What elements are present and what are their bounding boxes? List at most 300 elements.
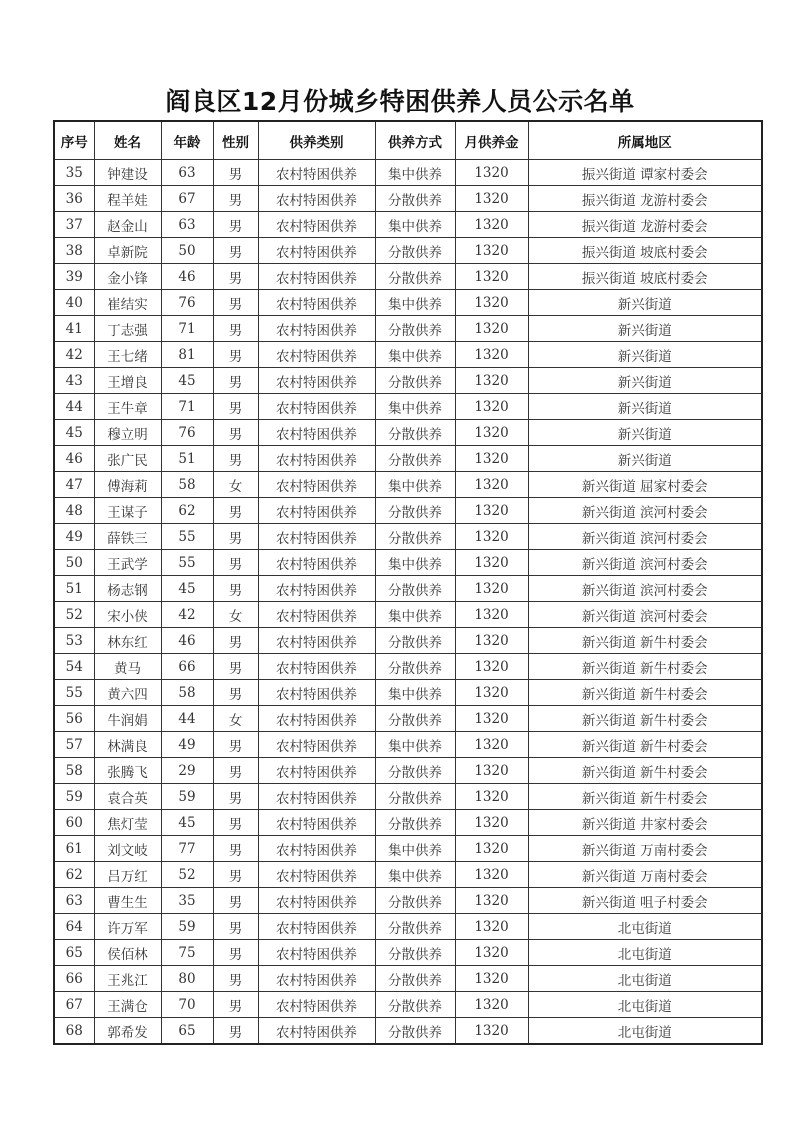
cell-region: 北屯街道 <box>528 992 762 1018</box>
cell-index: 51 <box>54 576 94 602</box>
cell-name: 杨志钢 <box>94 576 161 602</box>
cell-index: 56 <box>54 706 94 732</box>
cell-age: 76 <box>161 290 213 316</box>
cell-name: 许万军 <box>94 914 161 940</box>
table-row <box>54 550 762 576</box>
cell-support-mode: 分散供养 <box>375 914 455 940</box>
cell-support-category: 农村特困供养 <box>258 914 375 940</box>
cell-gender: 女 <box>213 706 258 732</box>
cell-region: 新兴街道 滨河村委会 <box>528 524 762 550</box>
cell-support-mode: 分散供养 <box>375 758 455 784</box>
cell-monthly-allowance: 1320 <box>455 966 528 992</box>
cell-gender: 男 <box>213 368 258 394</box>
cell-index: 43 <box>54 368 94 394</box>
table-row <box>54 446 762 472</box>
cell-name: 薛铁三 <box>94 524 161 550</box>
cell-monthly-allowance: 1320 <box>455 394 528 420</box>
cell-gender: 男 <box>213 238 258 264</box>
table-row <box>54 576 762 602</box>
cell-index: 39 <box>54 264 94 290</box>
header-age: 年龄 <box>161 121 213 160</box>
cell-index: 42 <box>54 342 94 368</box>
cell-gender: 男 <box>213 264 258 290</box>
cell-region: 新兴街道 新牛村委会 <box>528 784 762 810</box>
cell-monthly-allowance: 1320 <box>455 862 528 888</box>
cell-support-mode: 分散供养 <box>375 888 455 914</box>
header-gender: 性别 <box>213 121 258 160</box>
cell-support-category: 农村特困供养 <box>258 966 375 992</box>
table-row <box>54 732 762 758</box>
cell-age: 70 <box>161 992 213 1018</box>
cell-support-mode: 集中供养 <box>375 732 455 758</box>
cell-support-mode: 分散供养 <box>375 446 455 472</box>
cell-support-mode: 分散供养 <box>375 784 455 810</box>
cell-index: 48 <box>54 498 94 524</box>
cell-region: 北屯街道 <box>528 966 762 992</box>
cell-index: 53 <box>54 628 94 654</box>
cell-support-mode: 集中供养 <box>375 212 455 238</box>
cell-age: 77 <box>161 836 213 862</box>
cell-name: 林满良 <box>94 732 161 758</box>
cell-support-category: 农村特困供养 <box>258 628 375 654</box>
cell-support-mode: 分散供养 <box>375 316 455 342</box>
cell-support-category: 农村特困供养 <box>258 888 375 914</box>
cell-support-mode: 分散供养 <box>375 966 455 992</box>
cell-monthly-allowance: 1320 <box>455 1018 528 1045</box>
cell-monthly-allowance: 1320 <box>455 238 528 264</box>
cell-support-category: 农村特困供养 <box>258 316 375 342</box>
table-row <box>54 810 762 836</box>
cell-age: 45 <box>161 576 213 602</box>
table-row <box>54 628 762 654</box>
cell-support-mode: 分散供养 <box>375 420 455 446</box>
cell-support-mode: 分散供养 <box>375 1018 455 1045</box>
cell-index: 40 <box>54 290 94 316</box>
cell-support-category: 农村特困供养 <box>258 290 375 316</box>
cell-region: 新兴街道 滨河村委会 <box>528 602 762 628</box>
cell-index: 47 <box>54 472 94 498</box>
cell-gender: 男 <box>213 498 258 524</box>
header-monthly-allowance: 月供养金 <box>455 121 528 160</box>
cell-age: 80 <box>161 966 213 992</box>
cell-monthly-allowance: 1320 <box>455 784 528 810</box>
cell-name: 钟建设 <box>94 160 161 186</box>
cell-monthly-allowance: 1320 <box>455 290 528 316</box>
table-row <box>54 342 762 368</box>
cell-index: 62 <box>54 862 94 888</box>
cell-support-mode: 集中供养 <box>375 836 455 862</box>
cell-monthly-allowance: 1320 <box>455 914 528 940</box>
cell-age: 63 <box>161 212 213 238</box>
cell-support-mode: 分散供养 <box>375 368 455 394</box>
cell-monthly-allowance: 1320 <box>455 758 528 784</box>
cell-gender: 女 <box>213 472 258 498</box>
cell-support-mode: 分散供养 <box>375 940 455 966</box>
cell-age: 44 <box>161 706 213 732</box>
cell-monthly-allowance: 1320 <box>455 602 528 628</box>
cell-monthly-allowance: 1320 <box>455 940 528 966</box>
cell-gender: 男 <box>213 628 258 654</box>
table-row <box>54 966 762 992</box>
table-row <box>54 888 762 914</box>
cell-support-category: 农村特困供养 <box>258 602 375 628</box>
table-row <box>54 290 762 316</box>
cell-gender: 男 <box>213 732 258 758</box>
cell-support-mode: 分散供养 <box>375 524 455 550</box>
cell-age: 29 <box>161 758 213 784</box>
cell-index: 64 <box>54 914 94 940</box>
table-row <box>54 160 762 186</box>
cell-age: 58 <box>161 472 213 498</box>
cell-age: 81 <box>161 342 213 368</box>
cell-support-mode: 分散供养 <box>375 706 455 732</box>
cell-region: 新兴街道 万南村委会 <box>528 836 762 862</box>
cell-monthly-allowance: 1320 <box>455 732 528 758</box>
table-row <box>54 264 762 290</box>
header-support-category: 供养类别 <box>258 121 375 160</box>
cell-gender: 男 <box>213 160 258 186</box>
cell-gender: 男 <box>213 940 258 966</box>
cell-region: 振兴街道 坡底村委会 <box>528 264 762 290</box>
cell-name: 刘文岐 <box>94 836 161 862</box>
cell-index: 63 <box>54 888 94 914</box>
cell-support-category: 农村特困供养 <box>258 524 375 550</box>
cell-region: 新兴街道 <box>528 368 762 394</box>
cell-gender: 男 <box>213 680 258 706</box>
cell-support-mode: 集中供养 <box>375 680 455 706</box>
cell-support-mode: 集中供养 <box>375 472 455 498</box>
cell-monthly-allowance: 1320 <box>455 316 528 342</box>
cell-name: 金小锋 <box>94 264 161 290</box>
cell-index: 41 <box>54 316 94 342</box>
cell-age: 49 <box>161 732 213 758</box>
cell-index: 38 <box>54 238 94 264</box>
cell-gender: 男 <box>213 576 258 602</box>
cell-name: 黄马 <box>94 654 161 680</box>
cell-region: 新兴街道 新牛村委会 <box>528 628 762 654</box>
cell-monthly-allowance: 1320 <box>455 264 528 290</box>
cell-age: 75 <box>161 940 213 966</box>
cell-index: 49 <box>54 524 94 550</box>
cell-support-mode: 分散供养 <box>375 264 455 290</box>
cell-support-category: 农村特困供养 <box>258 680 375 706</box>
table-row <box>54 706 762 732</box>
cell-name: 张腾飞 <box>94 758 161 784</box>
cell-region: 新兴街道 <box>528 394 762 420</box>
cell-gender: 男 <box>213 524 258 550</box>
cell-index: 46 <box>54 446 94 472</box>
cell-gender: 男 <box>213 394 258 420</box>
document-title: 阎良区12月份城乡特困供养人员公示名单 <box>165 87 635 116</box>
cell-region: 新兴街道 屈家村委会 <box>528 472 762 498</box>
cell-name: 曹生生 <box>94 888 161 914</box>
cell-support-category: 农村特困供养 <box>258 576 375 602</box>
cell-gender: 男 <box>213 862 258 888</box>
cell-name: 焦灯莹 <box>94 810 161 836</box>
cell-support-category: 农村特困供养 <box>258 264 375 290</box>
cell-index: 36 <box>54 186 94 212</box>
cell-index: 59 <box>54 784 94 810</box>
header-index: 序号 <box>54 121 94 160</box>
cell-support-category: 农村特困供养 <box>258 238 375 264</box>
cell-support-mode: 分散供养 <box>375 628 455 654</box>
table-row <box>54 680 762 706</box>
cell-monthly-allowance: 1320 <box>455 498 528 524</box>
table-row <box>54 238 762 264</box>
cell-region: 振兴街道 龙游村委会 <box>528 212 762 238</box>
cell-age: 59 <box>161 784 213 810</box>
cell-name: 穆立明 <box>94 420 161 446</box>
cell-index: 35 <box>54 160 94 186</box>
cell-support-category: 农村特困供养 <box>258 784 375 810</box>
cell-age: 42 <box>161 602 213 628</box>
cell-support-category: 农村特困供养 <box>258 654 375 680</box>
cell-monthly-allowance: 1320 <box>455 420 528 446</box>
cell-age: 66 <box>161 654 213 680</box>
cell-support-category: 农村特困供养 <box>258 420 375 446</box>
cell-monthly-allowance: 1320 <box>455 550 528 576</box>
cell-age: 67 <box>161 186 213 212</box>
cell-support-mode: 分散供养 <box>375 576 455 602</box>
cell-age: 62 <box>161 498 213 524</box>
cell-support-category: 农村特困供养 <box>258 186 375 212</box>
cell-monthly-allowance: 1320 <box>455 576 528 602</box>
cell-name: 王兆江 <box>94 966 161 992</box>
cell-age: 50 <box>161 238 213 264</box>
table-row <box>54 758 762 784</box>
cell-region: 振兴街道 龙游村委会 <box>528 186 762 212</box>
cell-region: 新兴街道 新牛村委会 <box>528 732 762 758</box>
cell-age: 59 <box>161 914 213 940</box>
cell-name: 赵金山 <box>94 212 161 238</box>
cell-region: 新兴街道 新牛村委会 <box>528 758 762 784</box>
cell-support-category: 农村特困供养 <box>258 368 375 394</box>
cell-region: 新兴街道 新牛村委会 <box>528 680 762 706</box>
cell-age: 55 <box>161 524 213 550</box>
cell-name: 张广民 <box>94 446 161 472</box>
cell-monthly-allowance: 1320 <box>455 212 528 238</box>
table-row <box>54 836 762 862</box>
cell-support-mode: 集中供养 <box>375 290 455 316</box>
cell-support-mode: 分散供养 <box>375 186 455 212</box>
cell-monthly-allowance: 1320 <box>455 654 528 680</box>
table-row <box>54 368 762 394</box>
cell-support-mode: 集中供养 <box>375 550 455 576</box>
cell-support-mode: 分散供养 <box>375 810 455 836</box>
cell-name: 王满仓 <box>94 992 161 1018</box>
cell-name: 牛润娟 <box>94 706 161 732</box>
cell-name: 宋小侠 <box>94 602 161 628</box>
cell-support-category: 农村特困供养 <box>258 550 375 576</box>
cell-monthly-allowance: 1320 <box>455 992 528 1018</box>
cell-region: 新兴街道 万南村委会 <box>528 862 762 888</box>
cell-age: 35 <box>161 888 213 914</box>
cell-index: 65 <box>54 940 94 966</box>
cell-gender: 男 <box>213 810 258 836</box>
cell-gender: 男 <box>213 966 258 992</box>
cell-monthly-allowance: 1320 <box>455 810 528 836</box>
table-row <box>54 654 762 680</box>
cell-name: 傅海莉 <box>94 472 161 498</box>
cell-monthly-allowance: 1320 <box>455 524 528 550</box>
cell-name: 王牛章 <box>94 394 161 420</box>
cell-region: 振兴街道 谭家村委会 <box>528 160 762 186</box>
table-row <box>54 186 762 212</box>
cell-gender: 男 <box>213 888 258 914</box>
table-row <box>54 940 762 966</box>
cell-support-category: 农村特困供养 <box>258 342 375 368</box>
table-row <box>54 524 762 550</box>
cell-index: 45 <box>54 420 94 446</box>
cell-index: 67 <box>54 992 94 1018</box>
cell-age: 45 <box>161 810 213 836</box>
cell-support-mode: 分散供养 <box>375 654 455 680</box>
cell-support-mode: 分散供养 <box>375 992 455 1018</box>
cell-support-mode: 集中供养 <box>375 602 455 628</box>
cell-monthly-allowance: 1320 <box>455 186 528 212</box>
cell-monthly-allowance: 1320 <box>455 836 528 862</box>
cell-age: 55 <box>161 550 213 576</box>
cell-region: 新兴街道 滨河村委会 <box>528 550 762 576</box>
cell-monthly-allowance: 1320 <box>455 368 528 394</box>
cell-name: 卓新院 <box>94 238 161 264</box>
cell-region: 新兴街道 新牛村委会 <box>528 654 762 680</box>
cell-support-category: 农村特困供养 <box>258 732 375 758</box>
table-row <box>54 316 762 342</box>
header-region: 所属地区 <box>528 121 762 160</box>
cell-index: 52 <box>54 602 94 628</box>
cell-region: 新兴街道 <box>528 290 762 316</box>
cell-support-mode: 集中供养 <box>375 862 455 888</box>
cell-age: 52 <box>161 862 213 888</box>
cell-support-mode: 分散供养 <box>375 498 455 524</box>
cell-gender: 男 <box>213 212 258 238</box>
table-row <box>54 472 762 498</box>
cell-region: 新兴街道 <box>528 446 762 472</box>
cell-index: 50 <box>54 550 94 576</box>
table-row <box>54 420 762 446</box>
table-row <box>54 212 762 238</box>
table-row <box>54 784 762 810</box>
cell-gender: 男 <box>213 342 258 368</box>
cell-monthly-allowance: 1320 <box>455 628 528 654</box>
cell-name: 王武学 <box>94 550 161 576</box>
cell-monthly-allowance: 1320 <box>455 472 528 498</box>
cell-gender: 男 <box>213 784 258 810</box>
cell-name: 侯佰林 <box>94 940 161 966</box>
table-row <box>54 394 762 420</box>
cell-region: 新兴街道 滨河村委会 <box>528 498 762 524</box>
cell-age: 58 <box>161 680 213 706</box>
cell-region: 北屯街道 <box>528 1018 762 1045</box>
table-row <box>54 862 762 888</box>
cell-age: 46 <box>161 264 213 290</box>
cell-gender: 男 <box>213 290 258 316</box>
cell-support-category: 农村特困供养 <box>258 472 375 498</box>
cell-index: 61 <box>54 836 94 862</box>
cell-age: 46 <box>161 628 213 654</box>
table-row <box>54 602 762 628</box>
cell-name: 黄六四 <box>94 680 161 706</box>
cell-region: 新兴街道 <box>528 316 762 342</box>
cell-gender: 男 <box>213 992 258 1018</box>
cell-index: 54 <box>54 654 94 680</box>
cell-name: 丁志强 <box>94 316 161 342</box>
cell-index: 68 <box>54 1018 94 1045</box>
cell-monthly-allowance: 1320 <box>455 342 528 368</box>
cell-support-category: 农村特困供养 <box>258 758 375 784</box>
cell-support-category: 农村特困供养 <box>258 498 375 524</box>
cell-name: 王七绪 <box>94 342 161 368</box>
cell-gender: 男 <box>213 836 258 862</box>
cell-age: 51 <box>161 446 213 472</box>
cell-support-category: 农村特困供养 <box>258 836 375 862</box>
cell-monthly-allowance: 1320 <box>455 888 528 914</box>
cell-gender: 男 <box>213 316 258 342</box>
cell-region: 新兴街道 新牛村委会 <box>528 706 762 732</box>
cell-age: 71 <box>161 316 213 342</box>
cell-region: 新兴街道 滨河村委会 <box>528 576 762 602</box>
cell-monthly-allowance: 1320 <box>455 706 528 732</box>
cell-monthly-allowance: 1320 <box>455 446 528 472</box>
cell-support-category: 农村特困供养 <box>258 706 375 732</box>
cell-gender: 女 <box>213 602 258 628</box>
cell-index: 37 <box>54 212 94 238</box>
cell-name: 程羊娃 <box>94 186 161 212</box>
cell-support-category: 农村特困供养 <box>258 992 375 1018</box>
cell-age: 71 <box>161 394 213 420</box>
cell-support-category: 农村特困供养 <box>258 810 375 836</box>
table-row <box>54 992 762 1018</box>
cell-gender: 男 <box>213 186 258 212</box>
cell-support-category: 农村特困供养 <box>258 862 375 888</box>
cell-support-category: 农村特困供养 <box>258 212 375 238</box>
cell-index: 58 <box>54 758 94 784</box>
cell-name: 崔结实 <box>94 290 161 316</box>
cell-name: 吕万红 <box>94 862 161 888</box>
cell-monthly-allowance: 1320 <box>455 160 528 186</box>
cell-support-category: 农村特困供养 <box>258 160 375 186</box>
cell-support-category: 农村特困供养 <box>258 446 375 472</box>
cell-gender: 男 <box>213 1018 258 1045</box>
beneficiary-table <box>53 120 763 1045</box>
header-support-mode: 供养方式 <box>375 121 455 160</box>
cell-support-category: 农村特困供养 <box>258 940 375 966</box>
cell-support-mode: 集中供养 <box>375 394 455 420</box>
cell-gender: 男 <box>213 420 258 446</box>
cell-index: 60 <box>54 810 94 836</box>
cell-region: 新兴街道 <box>528 342 762 368</box>
cell-age: 63 <box>161 160 213 186</box>
table-row <box>54 1018 762 1045</box>
cell-name: 郭希发 <box>94 1018 161 1045</box>
table-row <box>54 498 762 524</box>
cell-gender: 男 <box>213 914 258 940</box>
cell-support-mode: 分散供养 <box>375 238 455 264</box>
cell-age: 65 <box>161 1018 213 1045</box>
cell-region: 新兴街道 咀子村委会 <box>528 888 762 914</box>
cell-index: 57 <box>54 732 94 758</box>
cell-age: 76 <box>161 420 213 446</box>
cell-gender: 男 <box>213 758 258 784</box>
cell-name: 林东红 <box>94 628 161 654</box>
cell-region: 新兴街道 <box>528 420 762 446</box>
cell-region: 北屯街道 <box>528 940 762 966</box>
table-row <box>54 914 762 940</box>
cell-support-mode: 集中供养 <box>375 342 455 368</box>
cell-index: 55 <box>54 680 94 706</box>
cell-name: 王谋子 <box>94 498 161 524</box>
